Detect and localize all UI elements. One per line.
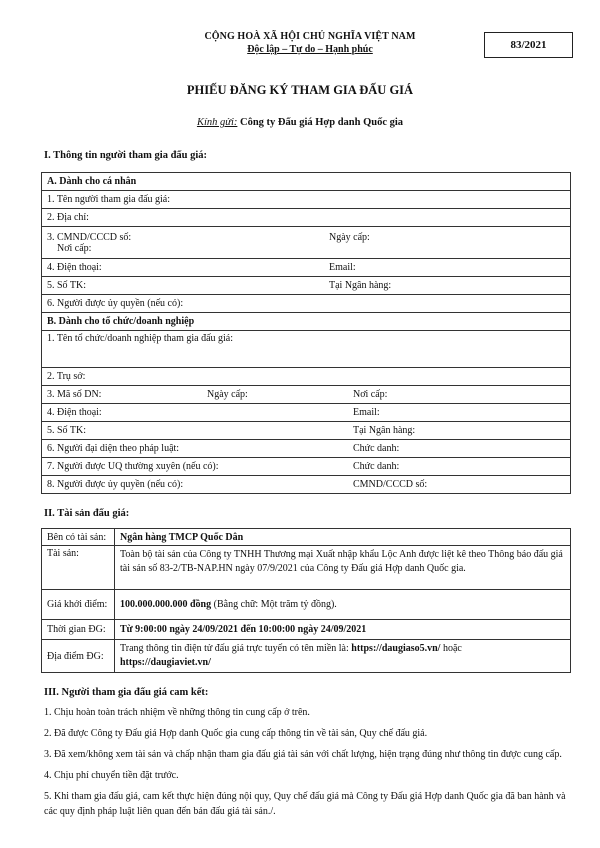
org-name-label: 1. Tên tổ chức/doanh nghiệp tham gia đấu giá: [47,333,234,344]
asset-table [41,528,571,673]
participant-info-table [41,172,571,494]
individual-bank-label: Tại Ngân hàng: [329,280,392,291]
individual-email-label: Email: [329,262,356,273]
price-words: (Bằng chữ: Một trăm tỷ đồng). [213,599,337,610]
org-regular-rep-title-label: Chức danh: [353,461,400,472]
place-or: hoặc [442,643,462,654]
individual-name-field[interactable] [42,191,571,209]
commitment-item: 5. Khi tham gia đấu giá, cam kết thực hiện đúng nội quy, Quy chế đấu giá mà Công ty Đấu giá Hợp danh Quốc gia đã ban hành và các quy định pháp luật liên quan đến bán đấu giá tài sản./. [44,791,566,817]
individual-id-field[interactable] [42,227,571,259]
individual-phone-label: 4. Điện thoại: [47,262,102,273]
national-motto: Độc lập – Tự do – Hạnh phúc [247,44,373,55]
section2-title: II. Tài sản đấu giá: [44,508,130,519]
org-account-field[interactable] [42,422,571,440]
price-value: 100.000.000.000 đồng [120,599,212,610]
individual-account-label: 5. Số TK: [47,280,86,291]
org-proxy-label: 8. Người được ủy quyền (nếu có): [47,479,184,490]
id-date-label: Ngày cấp: [329,232,370,243]
time-value: Từ 9:00:00 ngày 24/09/2021 đến 10:00:00 ngày 24/09/2021 [115,620,571,640]
place-cell [115,640,571,673]
individual-account-field[interactable] [42,277,571,295]
org-account-label: 5. Số TK: [47,425,86,436]
commitment-item: 2. Đã được Công ty Đấu giá Hợp danh Quốc gia cung cấp thông tin về tài sản, Quy chế đấu giá. [44,728,428,739]
place-site2-link[interactable]: https://daugiaviet.vn/ [120,657,211,668]
asset-value: Toàn bộ tài sản của Công ty TNHH Thương mại Xuất nhập khẩu Lộc Anh được liệt kê theo Thông báo đấu giá tài sản số 83-2/TB-NAP.HN ngày 07/9/2021 của Công ty Đấu giá Hợp danh Quốc gia. [115,546,571,590]
org-bank-label: Tại Ngân hàng: [353,425,416,436]
commitments-list [44,705,569,825]
organization-header: B. Dành cho tổ chức/doanh nghiệp [42,313,571,331]
addressee-value: Công ty Đấu giá Hợp danh Quốc gia [240,117,404,128]
org-regular-rep-field[interactable] [42,458,571,476]
org-name-field[interactable] [42,331,571,368]
org-phone-field[interactable] [42,404,571,422]
individual-phone-field[interactable] [42,259,571,277]
individual-name-label: 1. Tên người tham gia đấu giá: [47,194,170,205]
owner-value: Ngân hàng TMCP Quốc Dân [115,529,571,546]
org-address-label: 2. Trụ sở: [47,371,86,382]
addressee [0,117,600,128]
price-label: Giá khởi điểm: [42,590,115,620]
individual-header: A. Dành cho cá nhân [42,173,571,191]
place-site1-link[interactable]: https://daugiaso5.vn/ [351,643,441,654]
addressee-label: Kính gửi: [196,117,238,128]
commitment-item: 3. Đã xem/không xem tài sản và chấp nhận tham gia đấu giá tài sản với chất lượng, hiện trạng đúng như thông tin được cung cấp. [44,749,562,760]
nation-name: CỘNG HOÀ XÃ HỘI CHỦ NGHĨA VIỆT NAM [204,31,416,42]
org-proxy-id-label: CMND/CCCD số: [353,479,428,490]
national-header [160,30,460,56]
owner-label: Bên có tài sản: [42,529,115,546]
id-number-label: 3. CMND/CCCD số: [47,232,132,243]
individual-proxy-field[interactable] [42,295,571,313]
individual-proxy-label: 6. Người được ủy quyền (nếu có): [47,298,184,309]
org-legal-rep-label: 6. Người đại diện theo pháp luật: [47,443,180,454]
org-legal-rep-title-label: Chức danh: [353,443,400,454]
org-proxy-field[interactable] [42,476,571,494]
asset-label: Tài sản: [42,546,115,590]
org-biz-no-label: 3. Mã số DN: [47,389,102,400]
commitment-item: 4. Chịu phí chuyển tiền đặt trước. [44,770,179,781]
org-biz-no-field[interactable] [42,386,571,404]
id-place-label: Nơi cấp: [57,243,92,254]
org-biz-date-label: Ngày cấp: [207,389,248,400]
org-phone-label: 4. Điện thoại: [47,407,102,418]
commitment-item: 1. Chịu hoàn toàn trách nhiệm về những thông tin cung cấp ở trên. [44,707,310,718]
section3-title: III. Người tham gia đấu giá cam kết: [44,687,209,698]
org-biz-place-label: Nơi cấp: [353,389,388,400]
place-label: Địa điểm ĐG: [42,640,115,673]
form-code-box: 83/2021 [484,32,573,58]
individual-address-field[interactable] [42,209,571,227]
time-label: Thời gian ĐG: [42,620,115,640]
individual-address-label: 2. Địa chỉ: [47,212,89,223]
org-email-label: Email: [353,407,380,418]
form-title: PHIẾU ĐĂNG KÝ THAM GIA ĐẤU GIÁ [186,83,414,97]
place-text: Trang thông tin điện tử đấu giá trực tuyến có tên miền là: [120,643,349,654]
section1-title: I. Thông tin người tham gia đấu giá: [44,150,208,161]
org-legal-rep-field[interactable] [42,440,571,458]
org-regular-rep-label: 7. Người được UQ thường xuyên (nếu có): [47,461,219,472]
org-address-field[interactable] [42,368,571,386]
price-cell [115,590,571,620]
